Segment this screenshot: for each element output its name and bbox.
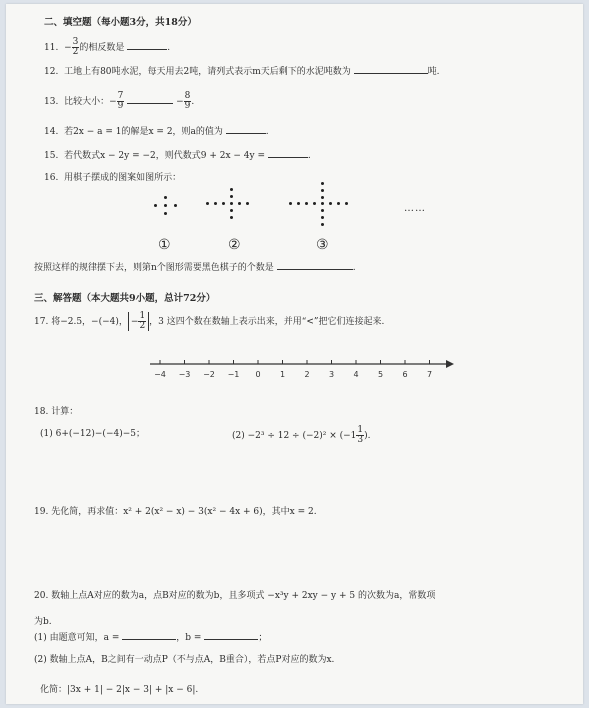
number-line[interactable] — [146, 352, 458, 384]
answer-blank-11[interactable] — [127, 49, 167, 50]
number-line-tick-label: 7 — [426, 370, 433, 379]
pattern-label-3: ③ — [316, 237, 329, 253]
answer-blank-20a[interactable] — [122, 639, 176, 640]
question-20-line2: 为b. — [34, 617, 52, 627]
question-20-part-2: (2) 数轴上点A，B之间有一动点P（不与点A，B重合），若点P对应的数为x. — [34, 655, 335, 665]
question-16-follow: 按照这样的规律摆下去，则第n个图形需要黑色棋子的个数是 . — [34, 263, 356, 273]
question-20-part-1: (1) 由题意可知，a = ，b = ； — [34, 633, 268, 643]
number-line-tick-label: 2 — [304, 370, 310, 379]
number-line-tick-label: 0 — [255, 370, 261, 379]
question-20-simplify: 化简：|3x + 1| − 2|x − 3| + |x − 6|. — [40, 685, 199, 695]
answer-blank-15[interactable] — [268, 157, 308, 158]
question-18-part-2: (2) −2³ ÷ 12 ÷ (−2)² × (−1 $\frac{1}{3}$ ). — [232, 425, 371, 445]
exam-page — [6, 4, 583, 704]
number-line-tick-label: 5 — [377, 370, 384, 379]
question-19: 19. 先化简，再求值：x² + 2(x² − x) − 3(x² − 4x + 6)，其中x = 2. — [34, 507, 317, 517]
question-16: 16. 用棋子摆成的图案如图所示： — [44, 173, 182, 183]
number-line-tick-label: −1 — [227, 370, 240, 379]
answer-blank-13[interactable] — [127, 103, 173, 104]
number-line-tick-label: −4 — [154, 370, 166, 379]
pattern-label-1: ① — [158, 237, 171, 253]
pattern-figure-1 — [154, 196, 184, 226]
question-12: 12. 工地上有80吨水泥，每天用去2吨，请列式表示m天后剩下的水泥吨数为 吨. — [44, 67, 440, 77]
question-17: 17. 将−2.5，−(−4)， − $\frac{1}{2}$ ，3 这四个数在数轴上表示出来，并用“<”把它们连接起来. — [34, 311, 385, 331]
pattern-figure-2 — [206, 188, 256, 228]
number-line-tick-label: −3 — [178, 370, 191, 379]
pattern-ellipsis: …… — [404, 203, 426, 214]
answer-blank-16[interactable] — [277, 269, 353, 270]
question-15: 15. 若代数式x − 2y = −2，则代数式9 + 2x − 4y = . — [44, 151, 311, 161]
number-line-tick-label: 1 — [279, 370, 286, 379]
answer-blank-20b[interactable] — [204, 639, 258, 640]
question-11: 11. − $\frac{3}{2}$ 的相反数是 . — [44, 37, 171, 57]
number-line-tick-label: −2 — [203, 370, 215, 379]
section2-heading: 二、填空题（每小题3分，共18分） — [44, 17, 197, 28]
answer-blank-14[interactable] — [226, 133, 266, 134]
section3-heading: 三、解答题（本大题共9小题，总计72分） — [34, 293, 216, 304]
question-13: 13. 比较大小：− $\frac{7}{9}$ − $\frac{8}{9}$ . — [44, 91, 195, 111]
pattern-label-2: ② — [228, 237, 241, 253]
question-14: 14. 若2x − a = 1的解是x = 2，则a的值为 . — [44, 127, 269, 137]
answer-blank-12[interactable] — [354, 73, 428, 74]
number-line-tick-label: 6 — [402, 370, 408, 379]
question-18: 18. 计算： — [34, 407, 79, 417]
question-18-part-1: (1) 6+(−12)−(−4)−5； — [40, 429, 145, 439]
number-line-tick-label: 3 — [328, 370, 335, 379]
question-20: 20. 数轴上点A对应的数为a，点B对应的数为b，且多项式 −x³y + 2xy − y + 5 的次数为a，常数项 — [34, 591, 436, 601]
number-line-tick-label: 4 — [353, 370, 359, 379]
pattern-figure-3 — [289, 182, 359, 232]
